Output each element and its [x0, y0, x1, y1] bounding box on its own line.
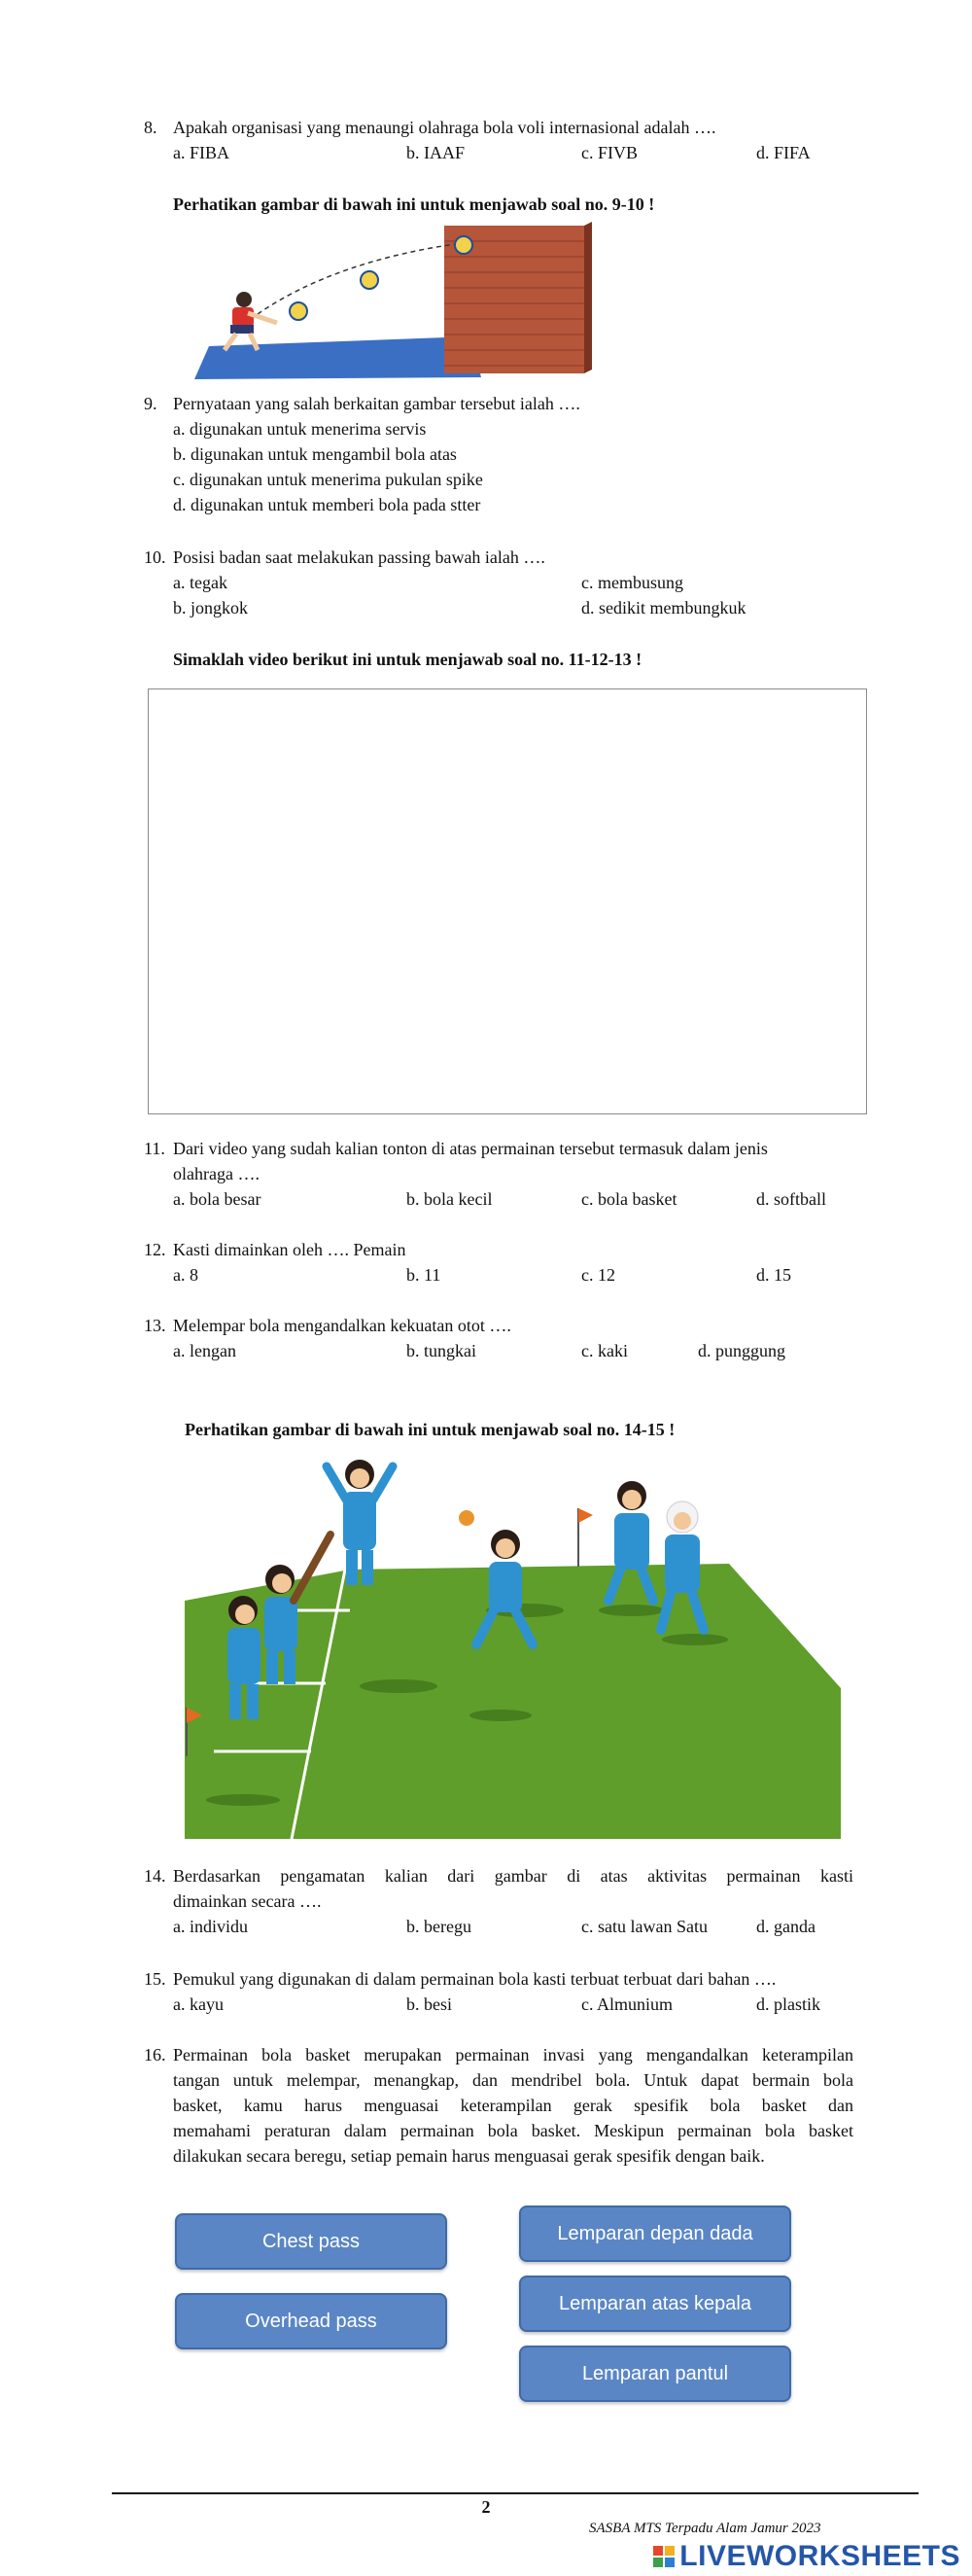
option-c: c. kaki: [581, 1341, 628, 1360]
match-lemparan-depan-dada-button[interactable]: Lemparan depan dada: [519, 2205, 791, 2262]
question-number: 11.: [144, 1139, 165, 1158]
paragraph-line: dilakukan secara beregu, setiap pemain harus menguasai gerak spesifik dengan baik.: [173, 2146, 765, 2166]
question-13: [144, 1313, 853, 1338]
page-number: 2: [481, 2497, 491, 2517]
option-b: b. jongkok: [173, 598, 249, 618]
question-text: Posisi badan saat melakukan passing bawah ialah ….: [173, 547, 545, 567]
question-text: Apakah organisasi yang menaungi olahraga bola voli internasional adalah ….: [173, 118, 716, 137]
option-c: c. digunakan untuk menerima pukulan spike: [173, 470, 483, 489]
option-c: c. FIVB: [581, 143, 638, 162]
question-text: Pernyataan yang salah berkaitan gambar tersebut ialah ….: [173, 394, 580, 413]
question-text: Kasti dimainkan oleh …. Pemain: [173, 1240, 406, 1259]
question-text: Melempar bola mengandalkan kekuatan otot ….: [173, 1316, 511, 1335]
kasti-ball: [459, 1510, 474, 1526]
option-b: b. IAAF: [406, 143, 466, 162]
option-a: a. kayu: [173, 1994, 224, 2014]
question-11: [144, 1136, 853, 1186]
option-d: d. plastik: [756, 1994, 820, 2014]
school-footer: SASBA MTS Terpadu Alam Jamur 2023: [589, 2521, 821, 2536]
option-c: c. membusung: [581, 573, 683, 592]
match-chest-pass-button[interactable]: Chest pass: [175, 2213, 447, 2270]
question-number: 14.: [144, 1866, 166, 1886]
option-b: b. tungkai: [406, 1341, 476, 1360]
question-number: 16.: [144, 2045, 166, 2064]
option-b: b. digunakan untuk mengambil bola atas: [173, 444, 457, 464]
question-12: [144, 1237, 853, 1262]
option-a: a. lengan: [173, 1341, 236, 1360]
liveworksheets-logo: [652, 2540, 960, 2573]
instruction-11-13: Simaklah video berikut ini untuk menjawab soal no. 11-12-13 !: [173, 650, 642, 669]
option-b: b. bola kecil: [406, 1189, 493, 1209]
option-b: b. beregu: [406, 1917, 471, 1936]
option-d: d. digunakan untuk memberi bola pada stter: [173, 495, 481, 514]
question-text-line1: Berdasarkan pengamatan kalian dari gambar di atas aktivitas permainan kasti: [173, 1866, 853, 1886]
ball: [455, 236, 472, 254]
question-number: 13.: [144, 1316, 166, 1335]
footer-divider: [112, 2492, 919, 2494]
instruction-9-10: Perhatikan gambar di bawah ini untuk menjawab soal no. 9-10 !: [173, 194, 655, 214]
paragraph-line: basket, kamu harus menguasai keterampilan gerak spesifik bola basket dan: [173, 2096, 853, 2115]
player-head: [236, 292, 252, 307]
option-c: c. 12: [581, 1265, 615, 1285]
ball: [361, 271, 378, 289]
option-a: a. FIBA: [173, 143, 229, 162]
option-d: d. 15: [756, 1265, 791, 1285]
question-text-line1: Dari video yang sudah kalian tonton di atas permainan tersebut termasuk dalam jenis: [173, 1139, 768, 1158]
question-16: [144, 2042, 853, 2169]
court-floor: [194, 336, 481, 379]
question-number: 9.: [144, 394, 157, 413]
question-text-line2: dimainkan secara ….: [173, 1891, 322, 1911]
liveworksheets-wordmark: LIVEWORKSHEETS: [679, 2540, 960, 2572]
volleyball-passing-illustration: [190, 222, 598, 382]
player-shirt: [232, 307, 254, 327]
instruction-14-15: Perhatikan gambar di bawah ini untuk menjawab soal no. 14-15 !: [185, 1420, 676, 1439]
match-overhead-pass-button[interactable]: Overhead pass: [175, 2293, 447, 2349]
option-b: b. 11: [406, 1265, 441, 1285]
option-d: d. punggung: [698, 1341, 785, 1360]
option-d: d. sedikit membungkuk: [581, 598, 746, 618]
option-d: d. softball: [756, 1189, 826, 1209]
option-d: d. FIFA: [756, 143, 811, 162]
option-c: c. bola basket: [581, 1189, 677, 1209]
option-a: a. bola besar: [173, 1189, 261, 1209]
question-text: Pemukul yang digunakan di dalam permainan bola kasti terbuat terbuat dari bahan ….: [173, 1969, 777, 1989]
option-b: b. besi: [406, 1994, 452, 2014]
liveworksheets-icon: [652, 2543, 676, 2566]
paragraph-line: Permainan bola basket merupakan permainan invasi yang mengandalkan keterampilan: [173, 2045, 853, 2064]
option-a: a. digunakan untuk menerima servis: [173, 419, 427, 439]
video-player[interactable]: [148, 688, 867, 1114]
question-text-line2: olahraga ….: [173, 1164, 260, 1183]
match-lemparan-atas-kepala-button[interactable]: Lemparan atas kepala: [519, 2276, 791, 2332]
kasti-game-illustration: [185, 1445, 841, 1839]
question-number: 8.: [144, 118, 157, 137]
option-c: c. satu lawan Satu: [581, 1917, 708, 1936]
option-c: c. Almunium: [581, 1994, 673, 2014]
question-8: [144, 115, 853, 140]
match-lemparan-pantul-button[interactable]: Lemparan pantul: [519, 2346, 791, 2402]
question-10: [144, 545, 853, 570]
ball: [290, 302, 307, 320]
question-number: 15.: [144, 1969, 166, 1989]
question-number: 12.: [144, 1240, 166, 1259]
question-number: 10.: [144, 547, 166, 567]
paragraph-line: tangan untuk melempar, menangkap, dan mendribel bola. Untuk dapat bermain bola: [173, 2070, 853, 2090]
option-a: a. 8: [173, 1265, 198, 1285]
question-15: [144, 1966, 853, 1992]
option-a: a. tegak: [173, 573, 227, 592]
option-a: a. individu: [173, 1917, 248, 1936]
option-d: d. ganda: [756, 1917, 816, 1936]
paragraph-line: memahami peraturan dalam permainan bola basket. Meskipun permainan bola basket: [173, 2121, 853, 2140]
question-9: [144, 391, 853, 416]
question-14: [144, 1863, 853, 1914]
